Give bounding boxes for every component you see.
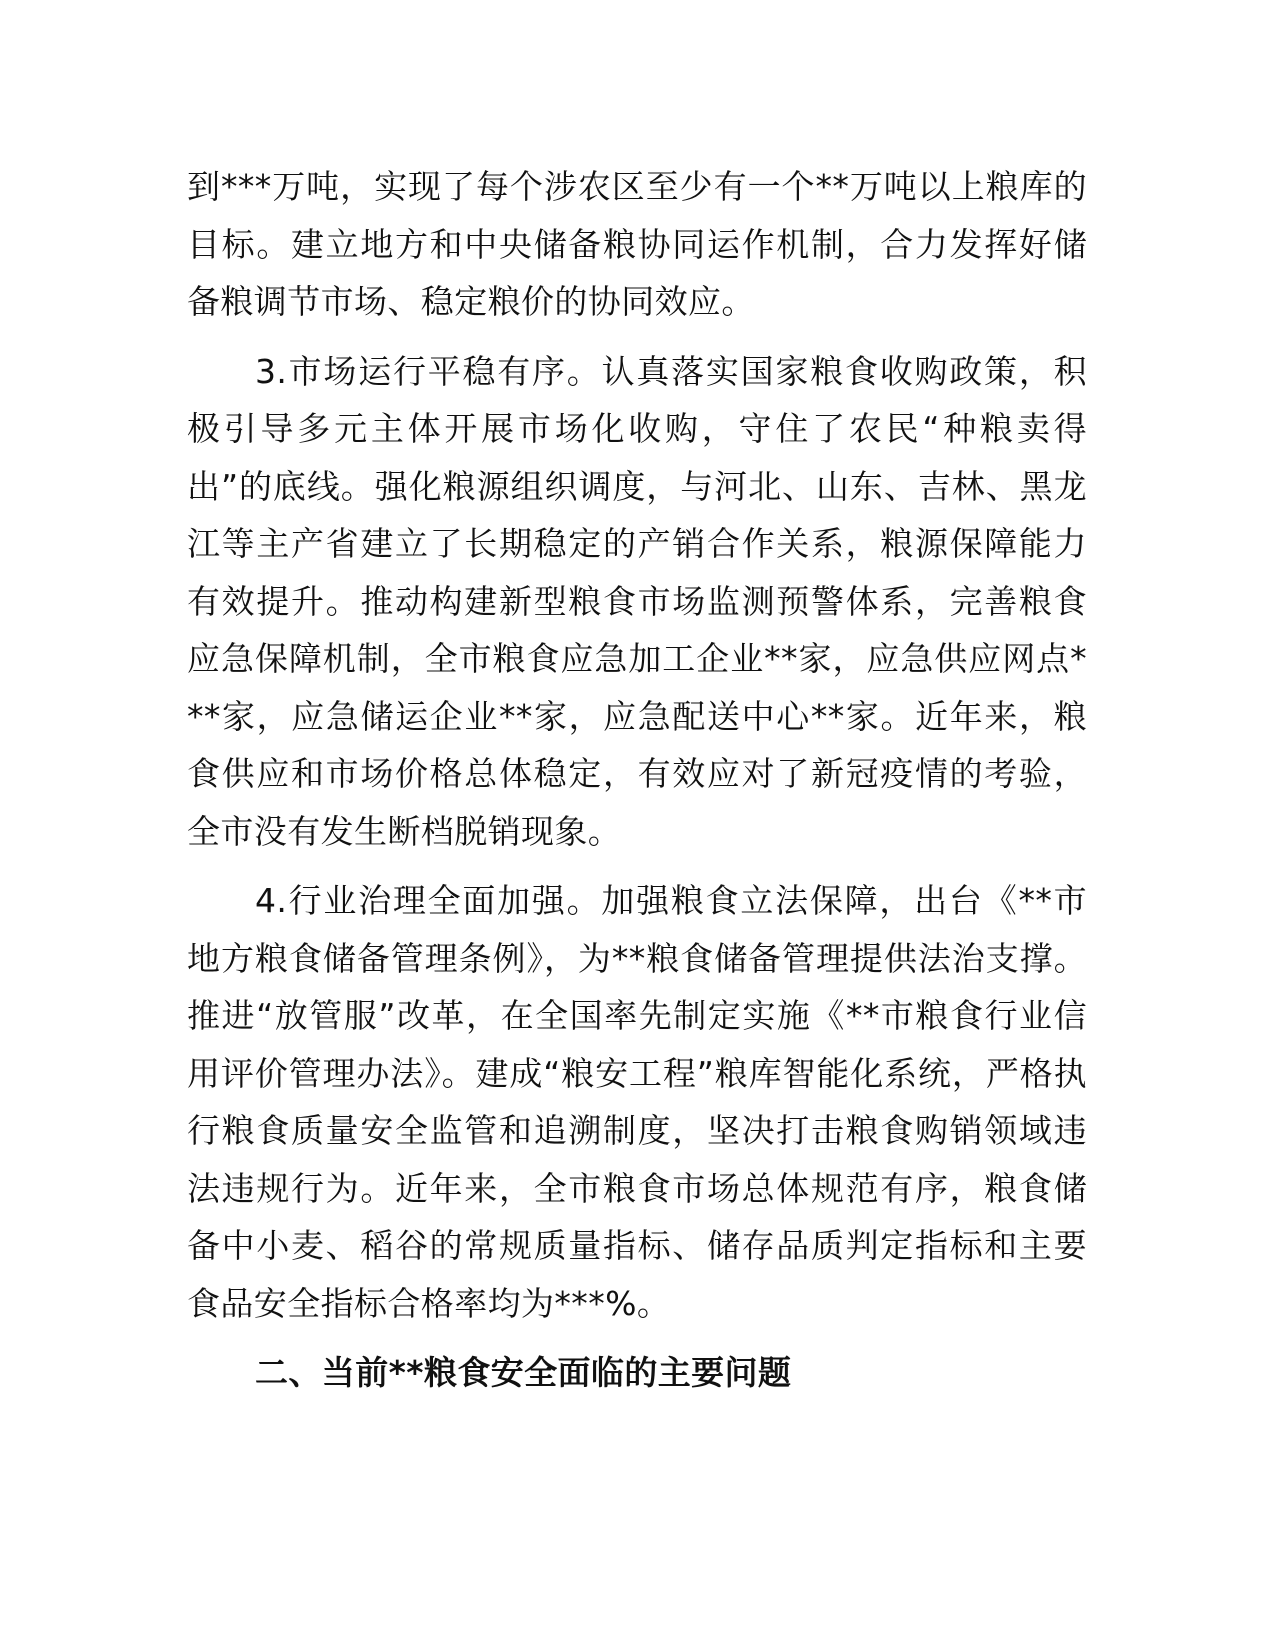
paragraph-section-3-market-operation: 3.市场运行平稳有序。认真落实国家粮食收购政策，积极引导多元主体开展市场化收购，守住了农民“种粮卖得出”的底线。强化粮源组织调度，与河北、山东、吉林、黑龙江等主产省建立了长期稳定的产销合作关系，粮源保障能力有效提升。推动构建新型粮食市场监测预警体系，完善粮食应急保障机制，全市粮食应急加工企业**家，应急供应网点***家，应急储运企业**家，应急配送中心**家。近年来，粮食供应和市场价格总体稳定，有效应对了新冠疫情的考验，全市没有发生断档脱销现象。 — [187, 351, 1087, 851]
document-body — [187, 158, 1087, 1402]
section-heading-main-problems: 二、当前**粮食安全面临的主要问题 — [255, 1353, 792, 1392]
paragraph-continuation: 到***万吨，实现了每个涉农区至少有一个**万吨以上粮库的目标。建立地方和中央储备粮协同运作机制，合力发挥好储备粮调节市场、稳定粮价的协同效应。 — [187, 167, 1087, 321]
paragraph-section-4-industry-governance: 4.行业治理全面加强。加强粮食立法保障，出台《**市地方粮食储备管理条例》，为**粮食储备管理提供法治支撑。推进“放管服”改革，在全国率先制定实施《**市粮食行业信用评价管理办法》。建成“粮安工程”粮库智能化系统，严格执行粮食质量安全监管和追溯制度，坚决打击粮食购销领域违法违规行为。近年来，全市粮食市场总体规范有序，粮食储备中小麦、稻谷的常规质量指标、储存品质判定指标和主要食品安全指标合格率均为***%。 — [187, 881, 1087, 1323]
